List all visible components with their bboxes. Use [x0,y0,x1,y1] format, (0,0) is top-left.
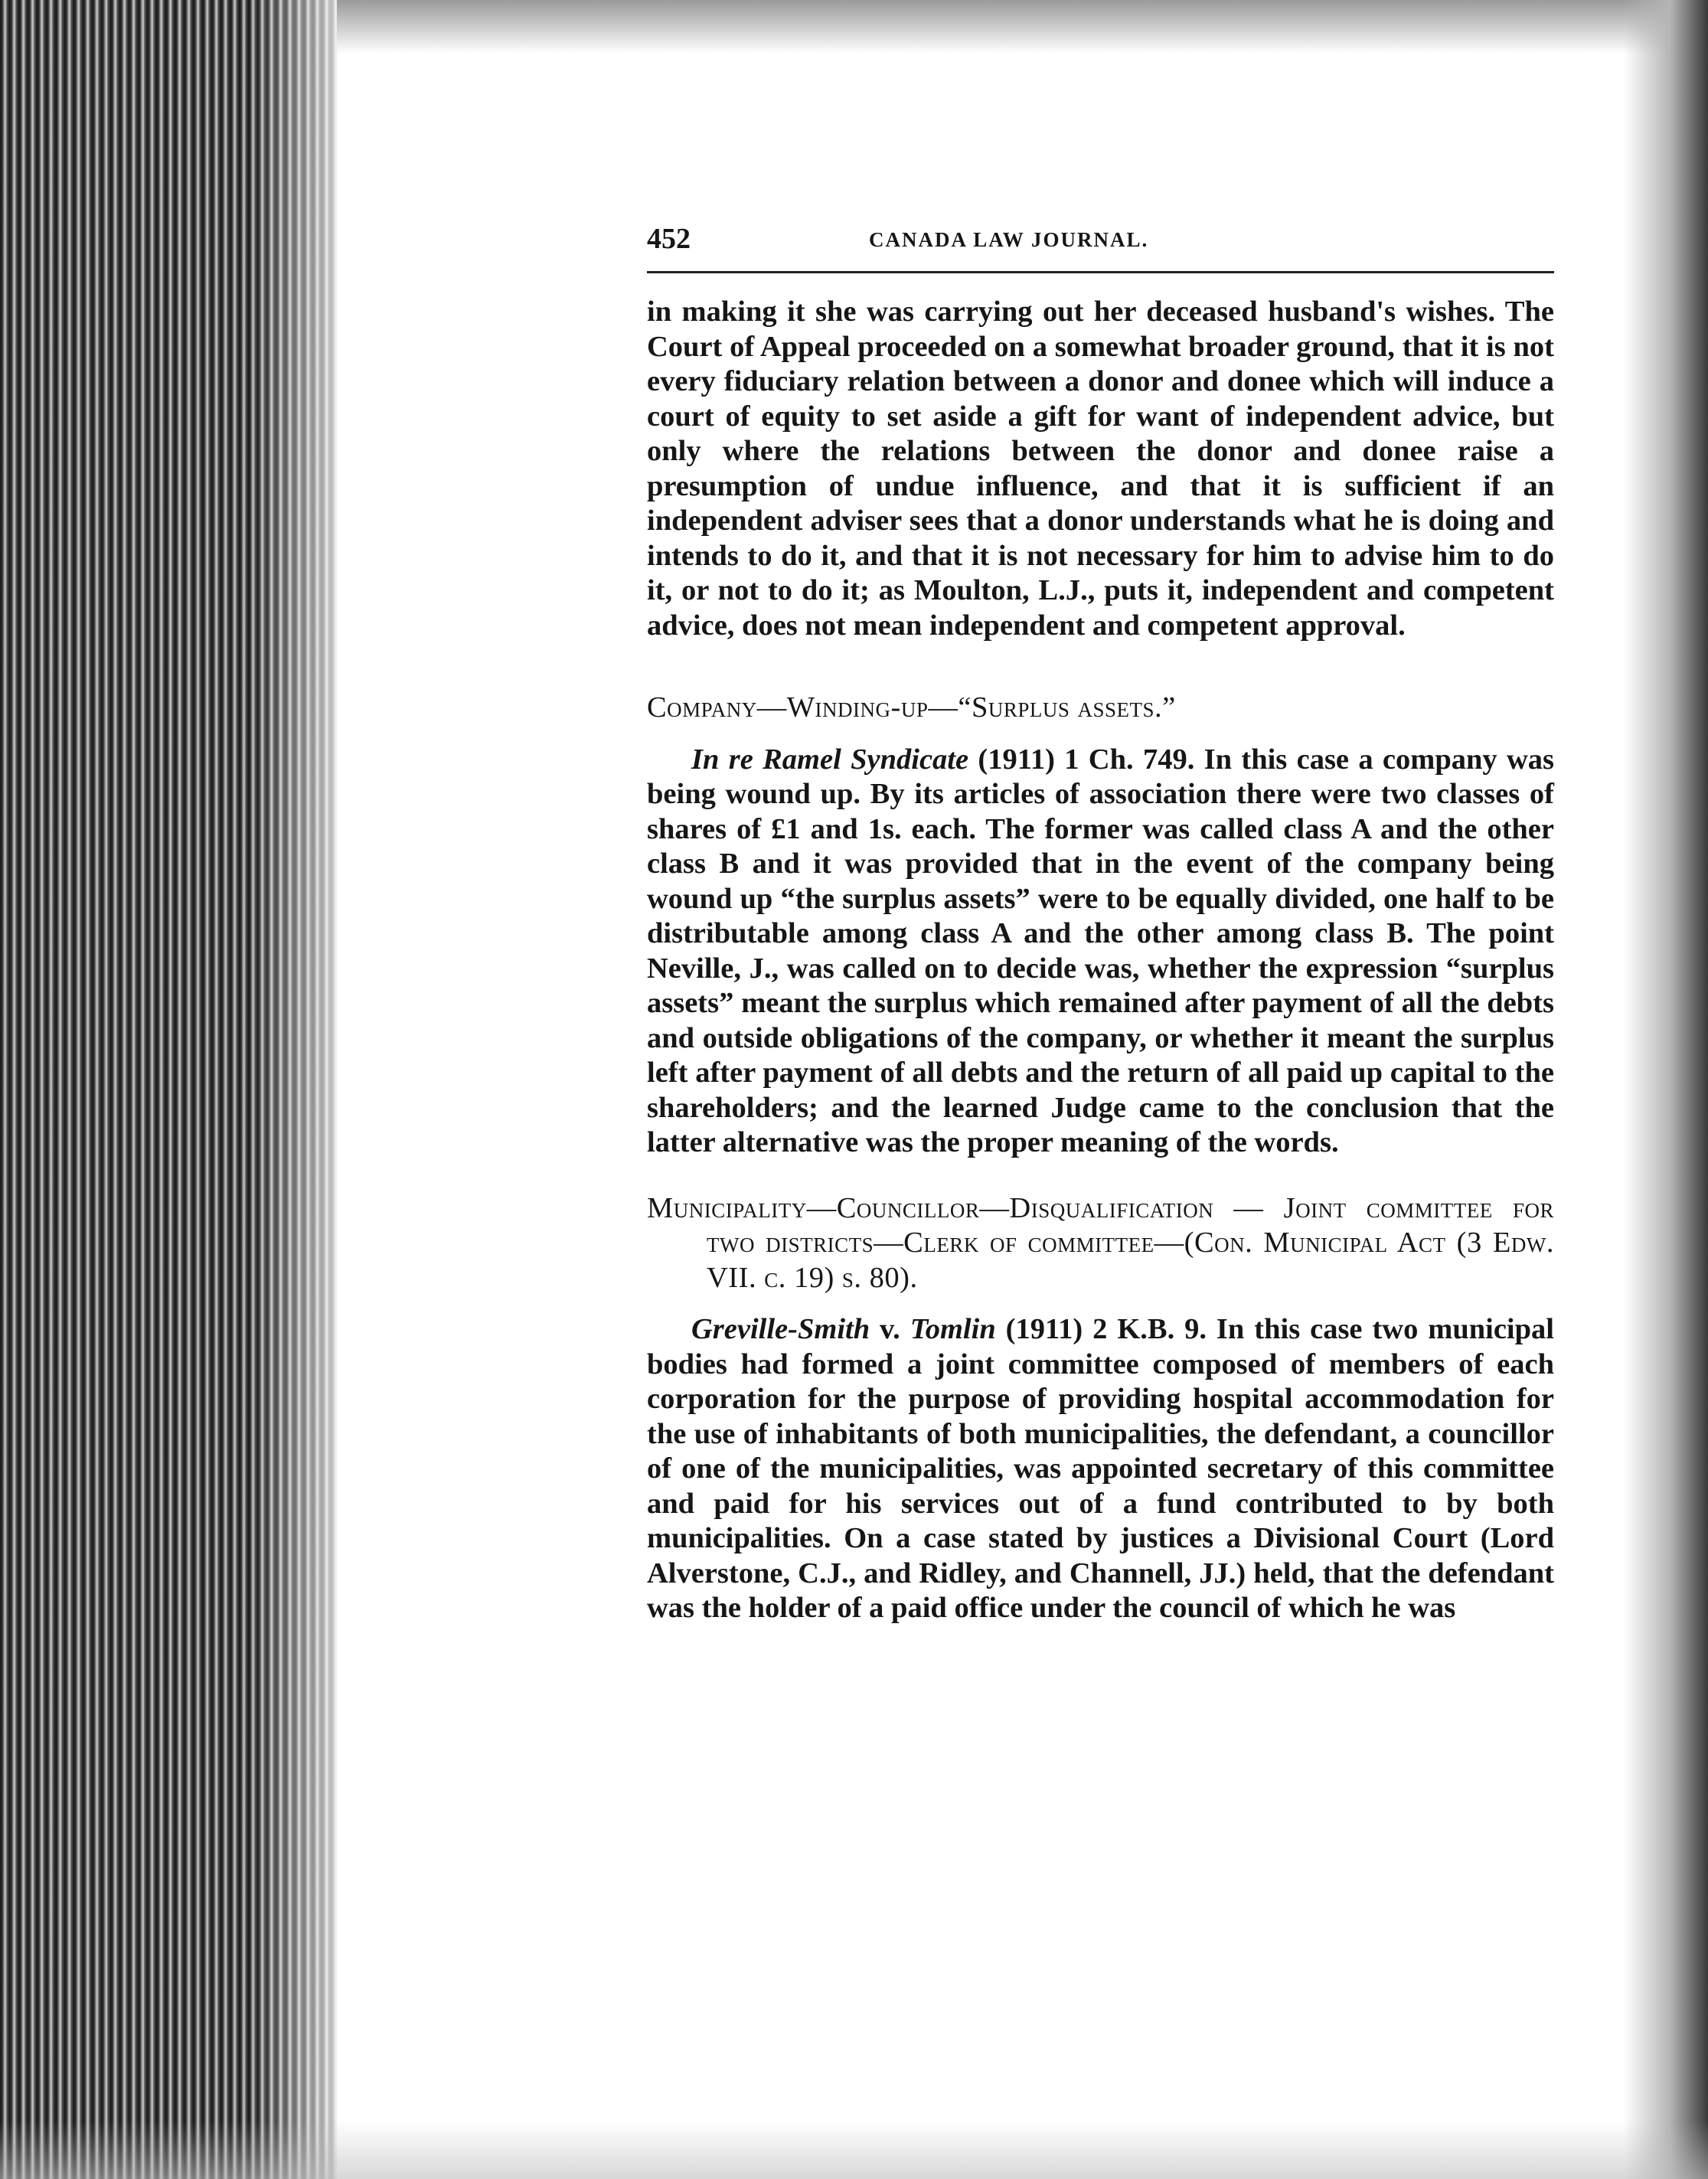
journal-title: CANADA LAW JOURNAL. [869,228,1149,251]
case-versus: v. [870,1313,910,1345]
case-name-plaintiff: Greville-Smith [691,1313,870,1345]
gutter-fade [253,0,360,2179]
case-name: In re Ramel Syndicate [691,743,969,776]
scan-top-edge [337,0,1708,54]
page-number: 452 [647,223,691,255]
case-paragraph-greville [647,1312,1554,1626]
journal-page [647,222,1554,1626]
case-name-defendant: Tomlin [910,1313,996,1345]
case-body: (1911) 2 K.B. 9. In this case two municipal bodies had formed a joint committee composed of members of each corporation for the purpose of providing hospital accommodation for the use of inhabitants of both municipalities, the defendant, a councillor of one of the municipalities, was appointed secretary of this committee and paid for his services out of a fund contributed to by both municipalities. On a case stated by justices a Divisional Court (Lord Alverstone, C.J., and Ridley, and Channell, JJ.) held, that the defendant was the holder of a paid office under the council of which he was [647,1313,1554,1624]
continued-paragraph: in making it she was carrying out her deceased husband's wishes. The Court of Appeal proceeded on a somewhat broader ground, that it is not every fiduciary relation between a donor and donee which will induce a court of equity to set aside a gift for want of independent advice, but only where the relations between the donor and donee raise a presumption of undue influence, and that it is sufficient if an independent adviser sees that a donor understands what he is doing and intends to do it, and that it is not necessary for him to advise him to do it, or not to do it; as Moulton, L.J., puts it, independent and competent advice, does not mean independent and competent approval. [647,296,1554,642]
running-head [647,222,1554,273]
scan-bottom-edge [0,2121,1708,2179]
scan-right-edge [1624,0,1708,2179]
case-paragraph-ramel [647,743,1554,1161]
section-heading-municipality: Municipality—Councillor—Disqualification — Joint committee for two districts—Clerk of committee—(Con. Municipal Act (3 Edw. VII. c. 19) s. 80). [647,1191,1554,1294]
case-body: (1911) 1 Ch. 749. In this case a company was being wound up. By its articles of association there were two classes of shares of £1 and 1s. each. The former was called class A and the other class B and it was provided that in the event of the company being wound up “the surplus assets” were to be equally divided, one half to be distributable among class A and the other among class B. The point Neville, J., was called on to decide was, whether the expression “surplus assets” meant the surplus which remained after payment of all the debts and outside obligations of the company, or whether it meant the surplus left after payment of all debts and the return of all paid up capital to the shareholders; and the learned Judge came to the conclusion that the latter alternative was the proper meaning of the words. [647,743,1555,1158]
section-heading-company: Company—Winding-up—“Surplus assets.” [647,691,1176,724]
